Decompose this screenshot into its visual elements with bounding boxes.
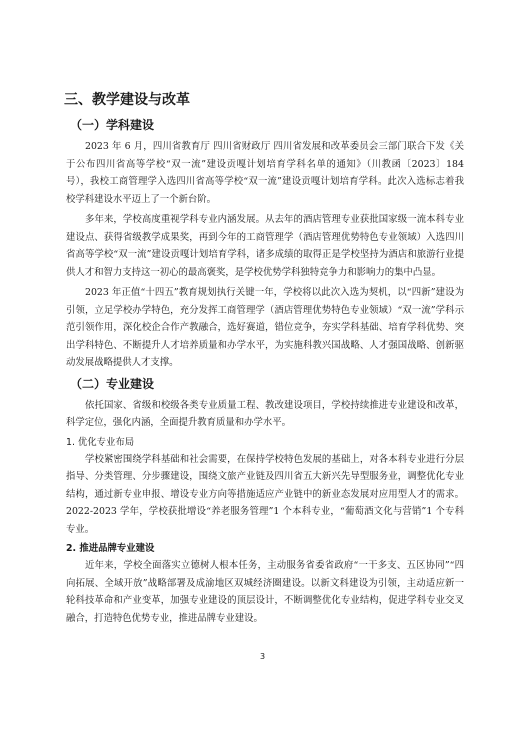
subsection-title-major: （二）专业建设 <box>70 376 155 391</box>
paragraph: 2023 年正值“十四五”教育规划执行关键一年，学校将以此次入选为契机，以“四新”建设为引领，立足学校办学特色，充分发挥工商管理学（酒店管理优势特色专业领域）“双一流”学科示范引领作用，深化校企合作产教融合，选好赛道，错位竞争，夯实学科基础、培育学科优势、突出学科特色、不断提升人才培养质量和办学水平，为实施科教兴国战略、人才强国战略、创新驱动发展战略提供人才支撑。 <box>66 287 464 368</box>
section-title: 三、教学建设与改革 <box>64 92 190 108</box>
subsection-title-discipline: （一）学科建设 <box>70 118 155 132</box>
item-heading: 1. 优化专业布局 <box>66 436 135 448</box>
item-heading: 2. 推进品牌专业建设 <box>66 543 155 554</box>
paragraph: 依托国家、省级和校级各类专业质量工程、教改建设项目，学校持续推进专业建设和改革，科学定位，强化内涵，全面提升教育质量和办学水平。 <box>66 399 464 428</box>
paragraph: 近年来，学校全面落实立德树人根本任务，主动服务省委省政府“一干多支、五区协同”“四向拓展、全域开放”战略部署及成渝地区双城经济圈建设。以新文科建设为引领，主动适应新一轮科技革命和产业变革，加强专业建设的顶层设计，不断调整优化专业结构，促进学科专业交叉融合，打造特色优势专业，推进品牌专业建设。 <box>66 560 464 624</box>
paragraph: 学校紧密围绕学科基础和社会需要，在保持学校特色发展的基础上，对各本科专业进行分层指导、分类管理、分步骤建设，围绕文旅产业链及四川省五大新兴先导型服务业，调整优化专业结构，通过新专业申报、增设专业方向等措施适应产业链中的新业态发展对应用型人才的需求。2022-2023 学年，学校获批增设“养老服务管理”1 个本科专业，“葡萄酒文化与营销”1 个专科专业。 <box>66 453 464 535</box>
document-page <box>66 90 464 630</box>
page-number: 3 <box>259 652 266 661</box>
paragraph: 2023 年 6 月，四川省教育厅 四川省财政厅 四川省发展和改革委员会三部门联合下发《关于公布四川省高等学校“双一流”建设贡嘎计划培育学科名单的通知》（川教函〔2023〕184 号），我校工商管理学入选四川省高等学校“双一流”建设贡嘎计划培育学科。此次入选标志着我校学科建设水平迈上了一个新台阶。 <box>66 141 464 205</box>
paragraph: 多年来，学校高度重视学科专业内涵发展。从去年的酒店管理专业获批国家级一流本科专业建设点、获得省级教学成果奖，再到今年的工商管理学（酒店管理优势特色专业领域）入选四川省高等学校“双一流”建设贡嘎计划培育学科，诸多成绩的取得正是学校坚持为酒店和旅游行业提供人才和智力支持这一初心的最高褒奖，是学校优势学科独特竞争力和影响力的集中凸显。 <box>66 214 464 278</box>
